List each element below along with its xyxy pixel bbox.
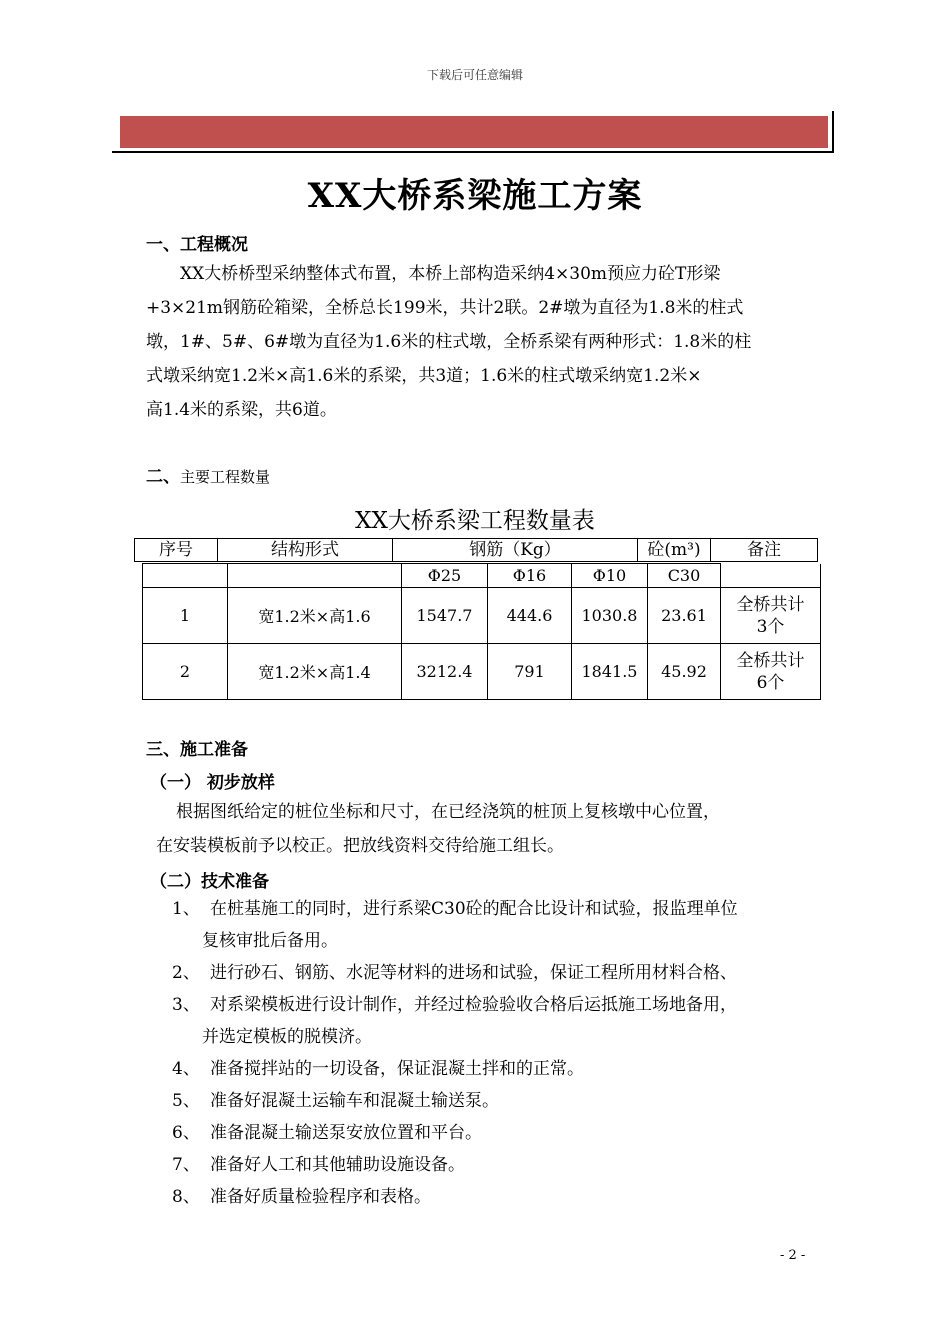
list-item: 5、 准备好混凝土运输车和混凝土输送泵。: [172, 1091, 499, 1111]
section3-heading: 三、施工准备: [146, 740, 248, 760]
list-item: 3、 对系梁模板进行设计制作，并经过检验验收合格后运抵施工场地备用，: [172, 995, 737, 1015]
page-number: - 2 -: [780, 1248, 806, 1263]
prep-list: [172, 893, 822, 1213]
cell-structure: 宽1.2米×高1.6: [228, 588, 402, 644]
para-line: 根据图纸给定的桩位坐标和尺寸，在已经浇筑的桩顶上复核墩中心位置，: [176, 802, 720, 822]
header-no: 序号: [134, 538, 218, 562]
para-line: +3×21m钢筋砼箱梁，全桥总长199米，共计2联。2#墩为直径为1.8米的柱式: [146, 298, 744, 318]
cell-no: 1: [143, 588, 228, 644]
table-subheader-row: [143, 564, 821, 588]
subheader-d25: Φ25: [402, 564, 488, 588]
header-structure: 结构形式: [217, 538, 393, 562]
table-row: [143, 588, 821, 644]
header-rebar: 钢筋（Kg）: [392, 538, 638, 562]
list-item-cont: 复核审批后备用。: [202, 931, 338, 951]
list-item: 8、 准备好质量检验程序和表格。: [172, 1187, 431, 1207]
cell-c30: 45.92: [648, 644, 721, 700]
para-line: 式墩采纳宽1.2米×高1.6米的系梁，共3道；1.6米的柱式墩采纳宽1.2米×: [146, 366, 702, 386]
para-line: XX大桥桥型采纳整体式布置，本桥上部构造采纳4×30m预应力砼T形梁: [180, 264, 721, 284]
table-title: XX大桥系梁工程数量表: [355, 508, 595, 534]
cell-structure: 宽1.2米×高1.4: [228, 644, 402, 700]
cell-d16: 791: [488, 644, 572, 700]
sub1-body: [156, 795, 816, 863]
section1-body: [146, 257, 814, 427]
list-item: 6、 准备混凝土输送泵安放位置和平台。: [172, 1123, 482, 1143]
para-line: 墩，1#、5#、6#墩为直径为1.6米的柱式墩，全桥系梁有两种形式：1.8米的柱: [146, 332, 752, 352]
cell-d10: 1030.8: [572, 588, 648, 644]
para-line: 在安装模板前予以校正。把放线资料交待给施工组长。: [156, 836, 564, 856]
empty-cell: [721, 564, 821, 588]
subheader-d10: Φ10: [572, 564, 648, 588]
list-item: 7、 准备好人工和其他辅助设施设备。: [172, 1155, 465, 1175]
sub1-heading: （一） 初步放样: [150, 773, 275, 793]
document-title: XX大桥系梁施工方案: [307, 176, 643, 216]
section2-text: 主要工程数量: [180, 468, 271, 486]
list-item: 4、 准备搅拌站的一切设备，保证混凝土拌和的正常。: [172, 1059, 584, 1079]
para-line: 高1.4米的系梁，共6道。: [146, 400, 337, 420]
cell-d25: 1547.7: [402, 588, 488, 644]
empty-cell: [143, 564, 228, 588]
header-remark: 备注: [710, 538, 818, 562]
list-item-cont: 并选定模板的脱模济。: [202, 1027, 372, 1047]
cell-remark: [721, 588, 821, 644]
sub2-heading: （二）技术准备: [150, 872, 269, 892]
remark-line: 6个: [756, 672, 785, 693]
quantity-table: [142, 563, 821, 700]
empty-cell: [228, 564, 402, 588]
subheader-d16: Φ16: [488, 564, 572, 588]
header-concrete: 砼(m³): [637, 538, 711, 562]
section2-prefix: 二、: [146, 467, 180, 487]
list-item: 1、 在桩基施工的同时，进行系梁C30砼的配合比设计和试验，报监理单位: [172, 899, 738, 919]
cell-d10: 1841.5: [572, 644, 648, 700]
remark-line: 全桥共计: [736, 650, 805, 671]
section1-heading: 一、工程概况: [146, 235, 248, 255]
header-note: 下载后可任意编辑: [426, 68, 523, 82]
cell-no: 2: [143, 644, 228, 700]
remark-line: 全桥共计: [736, 594, 805, 615]
cell-d25: 3212.4: [402, 644, 488, 700]
remark-line: 3个: [756, 616, 785, 637]
title-banner: [120, 116, 828, 148]
subheader-c30: C30: [648, 564, 721, 588]
list-item: 2、 进行砂石、钢筋、水泥等材料的进场和试验，保证工程所用材料合格、: [172, 963, 737, 983]
table-row: [143, 644, 821, 700]
table-header-row: [134, 538, 818, 562]
section2-heading: [146, 462, 270, 487]
cell-d16: 444.6: [488, 588, 572, 644]
cell-remark: [721, 644, 821, 700]
cell-c30: 23.61: [648, 588, 721, 644]
